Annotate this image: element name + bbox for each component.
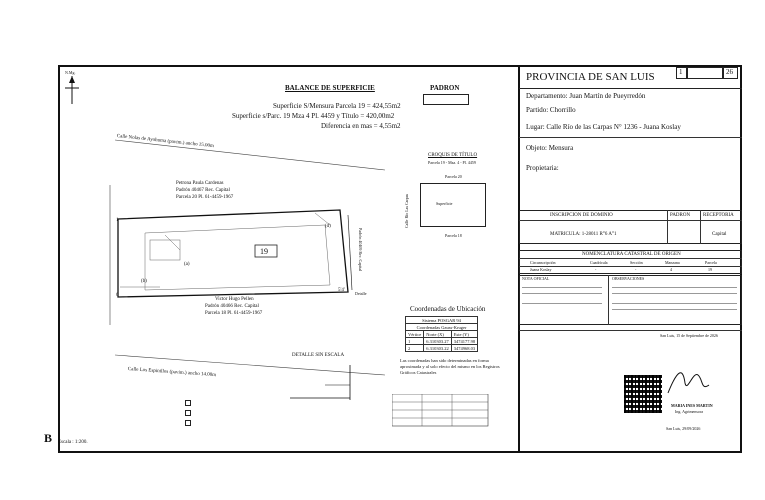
receptoria-col: RECEPTORIA [703, 213, 734, 218]
street-top: Calle Nolas de Ayohuma (pavim.) ancho 15.00m [116, 134, 215, 150]
detalle-drawing [280, 360, 380, 410]
padron-col: PADRON [670, 213, 691, 218]
receptoria-value: Capital [712, 232, 727, 237]
croquis-subtitle: Parcela 19 - Mza. 4 - Pl. 4459 [428, 160, 476, 165]
coord-cell: 2 [406, 345, 424, 352]
objeto: Objeto: Mensura [526, 144, 574, 152]
sheet-letter: B [44, 431, 53, 445]
nom-value: - [635, 267, 637, 272]
fecha-2: San Luis, 29/09/2026 [666, 426, 701, 431]
detail-label: Detalle [355, 291, 367, 296]
rule [612, 303, 737, 304]
escala: Escala : 1:200. [58, 440, 88, 445]
coord-sub: Coordenadas Gauss-Kruger [406, 324, 478, 331]
nom-header: Circunscripción [530, 260, 556, 265]
owner-bottom-2: Padrón 40466 Rec. Capital [205, 304, 259, 309]
province-title: PROVINCIA DE SAN LUIS [526, 71, 655, 83]
croquis-superficie: Superficie [436, 201, 453, 206]
sheet-total: 26 [726, 68, 733, 76]
parcel-number: 19 [260, 247, 268, 256]
rule [667, 210, 668, 244]
observaciones: OBSERVACIONES [612, 276, 645, 281]
coord-sistema: Sistema POSGAR 94 [406, 317, 478, 324]
signer-name: MARIA INES MARTIN [671, 403, 713, 408]
sheet-number: 1 [679, 68, 683, 76]
north-label: N.Mg. [65, 70, 76, 75]
inscripcion-label: INSCRIPCION DE DOMINIO [550, 213, 613, 218]
legend-box [185, 400, 191, 406]
nom-value: 19 [708, 267, 712, 272]
legend-table [392, 394, 492, 428]
coord-header: Vértice [406, 331, 424, 338]
coord-header: Norte (X) [424, 331, 452, 338]
coord-cell: 6.310303.22 [424, 345, 452, 352]
coord-table [405, 316, 478, 352]
croquis-parcela-18: Parcela 18 [445, 233, 462, 238]
nom-value: Juana Koslay [530, 267, 552, 272]
label-a: (a) [184, 262, 190, 267]
nom-value: - [595, 267, 597, 272]
balance-line-2: Superficie s/Parc. 19 Mza 4 Pl. 4459 y Título = 420,00m2 [232, 112, 395, 120]
coord-note: Las coordenadas han sido determinadas en forma aproximada y al solo efecto del mismo en los Registros Gráficos Catastrales [400, 358, 500, 375]
croquis-parcela-20: Parcela 20 [445, 174, 462, 179]
sheet-box-mid [687, 67, 723, 79]
owner-top-2: Padrón 40467 Rec. Capital [176, 188, 230, 193]
propietaria: Propietaria: [526, 164, 559, 172]
coord-cell: 6.310303.27 [424, 338, 452, 345]
qr-code-icon [624, 375, 662, 413]
nota-oficial: NOTA OFICIAL [522, 276, 550, 281]
street-bottom: Calle Los Espinillos (pavim.) ancho 14.00m [127, 367, 217, 379]
owner-top-1: Petrona Paula Cardenas [176, 181, 224, 186]
label-d: (d) [325, 224, 331, 229]
coord-cell: 3474968.03 [451, 345, 477, 352]
balance-title: BALANCE DE SUPERFICIE [285, 84, 375, 92]
signer-role: Ing. Agrimensora [675, 409, 703, 414]
rule [522, 303, 602, 304]
vertex-1: 1 [116, 218, 119, 223]
rule [608, 275, 609, 325]
vertex-5-4: 5'4' [338, 288, 345, 293]
rule [519, 220, 742, 221]
croquis-title: CROQUIS DE TÍTULO [428, 153, 478, 158]
right-owner: Padrón 40469 Rec. Capital [358, 228, 363, 272]
legend-box [185, 420, 191, 426]
label-b: (b) [141, 279, 147, 284]
detalle-title: DETALLE SIN ESCALA [292, 353, 345, 358]
croquis-calle: Calle Río Las Carpas [404, 193, 409, 228]
nom-header: Cuadrícula [590, 260, 608, 265]
croquis-box [420, 183, 486, 227]
nom-header: Parcela [705, 260, 717, 265]
owner-bottom-3: Parcela 18 Pl. 61-4459-1967 [205, 311, 263, 316]
legend-box [185, 410, 191, 416]
rule [519, 330, 742, 331]
notes-box [519, 275, 742, 325]
nomenclatura-title: NOMENCLATURA CATASTRAL DE ORIGEN [582, 252, 681, 257]
rule [519, 258, 742, 259]
partido: Partido: Chorrillo [526, 106, 576, 114]
signature-icon [663, 363, 713, 399]
coord-cell: 3474177.98 [451, 338, 477, 345]
coord-cell: 1 [406, 338, 424, 345]
rule [612, 293, 737, 294]
nom-header: Sección [630, 260, 643, 265]
survey-plan [100, 122, 401, 395]
rule [612, 287, 737, 288]
coord-title: Coordenadas de Ubicación [410, 305, 486, 313]
balance-line-3: Diferencia en mas = 4,55m2 [321, 122, 401, 130]
vertex-6: 6 [116, 293, 119, 298]
rule [522, 293, 602, 294]
north-arrow-icon [62, 76, 82, 106]
rule [612, 309, 737, 310]
padron-label: PADRON [430, 84, 460, 92]
rule [519, 137, 742, 138]
rule [700, 210, 701, 244]
coord-header: Este (Y) [451, 331, 477, 338]
nom-header: Manzana [665, 260, 680, 265]
rule [522, 287, 602, 288]
balance-line-1: Superficie S/Mensura Parcela 19 = 424,55m2 [273, 102, 401, 110]
owner-bottom-1: Victor Hugo Pellen [215, 297, 254, 302]
lugar: Lugar: Calle Río de las Carpas N° 1236 - Juana Koslay [526, 123, 681, 131]
nom-value: 4 [670, 267, 672, 272]
padron-box [423, 94, 469, 105]
departamento: Departamento: Juan Martín de Pueyrredón [526, 92, 646, 100]
matricula: MATRICULA: 1-28011 R°6 A°1 [550, 232, 617, 237]
fecha-1: San Luis, 15 de Septiembre de 2026 [660, 333, 718, 338]
owner-top-3: Parcela 20 Pl. 61-4459-1967 [176, 195, 234, 200]
